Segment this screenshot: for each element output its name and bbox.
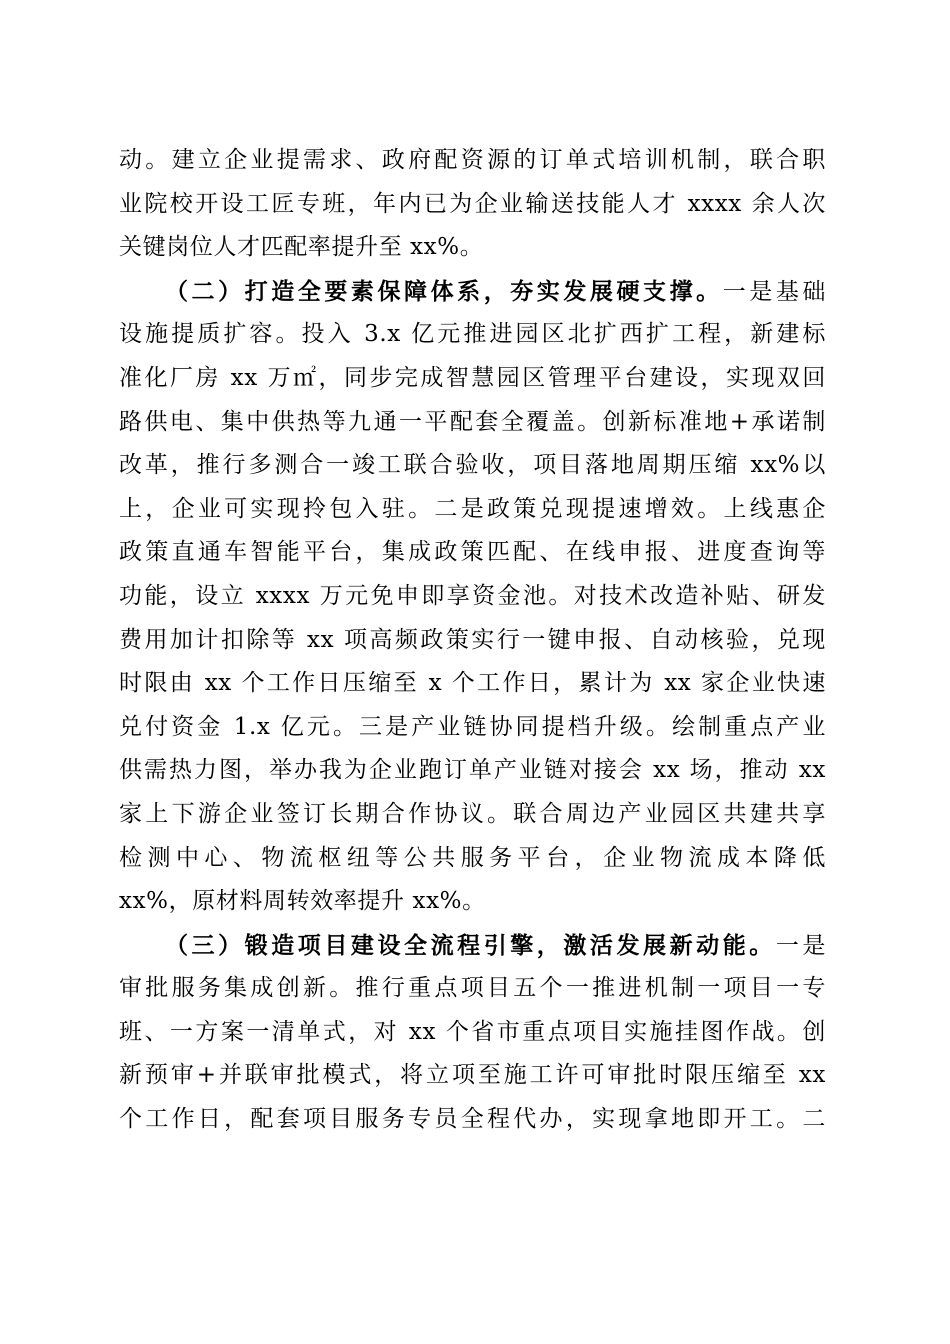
text-line: xx%，原材料周转效率提升 xx%。 (119, 888, 486, 915)
text-line: 班、一方案一清单式，对 xx 个省市重点项目实施挂图作战。创 (119, 1018, 826, 1045)
text-line: 费用加计扣除等 xx 项高频政策实行一键申报、自动核验，兑现 (119, 626, 826, 653)
text-line: 功能，设立 xxxx 万元免申即享资金池。对技术改造补贴、研发 (119, 582, 826, 609)
text-line: 时限由 xx 个工作日压缩至 x 个工作日，累计为 xx 家企业快速 (119, 670, 826, 697)
paragraph-first-line (119, 270, 826, 314)
text-line: 动。建立企业提需求、政府配资源的订单式培训机制，联合职 (119, 147, 826, 173)
text-line: 设施提质扩容。投入 3.x 亿元推进园区北扩西扩工程，新建标 (119, 321, 826, 348)
paragraph-project-construction (119, 924, 826, 1142)
text-fragment: 一是基础 (722, 278, 826, 305)
text-line: 改革，推行多测合一竣工联合验收，项目落地周期压缩 xx%以 (119, 452, 826, 479)
text-line: 准化厂房 xx 万㎡，同步完成智慧园区管理平台建设，实现双回 (119, 364, 826, 391)
text-line: 兑付资金 1.x 亿元。三是产业链协同提档升级。绘制重点产业 (119, 713, 826, 740)
paragraph-first-line (119, 924, 826, 968)
text-line: 关键岗位人才匹配率提升至 xx%。 (119, 234, 484, 261)
paragraph-factor-guarantee (119, 270, 826, 924)
text-line: 审批服务集成创新。推行重点项目五个一推进机制一项目一专 (119, 975, 826, 1002)
text-line: 业院校开设工匠专班，年内已为企业输送技能人才 xxxx 余人次 (119, 190, 826, 217)
text-line: 供需热力图，举办我为企业跑订单产业链对接会 xx 场，推动 xx (119, 757, 826, 784)
text-line: 路供电、集中供热等九通一平配套全覆盖。创新标准地+承诺制 (119, 408, 826, 435)
text-line: 新预审+并联审批模式，将立项至施工许可审批时限压缩至 xx (119, 1062, 826, 1089)
text-line: 个工作日，配套项目服务专员全程代办，实现拿地即开工。二 (119, 1106, 826, 1133)
document-body (119, 139, 826, 1142)
text-line: 政策直通车智能平台，集成政策匹配、在线申报、进度查询等 (119, 539, 826, 566)
text-line: 检测中心、物流枢纽等公共服务平台，企业物流成本降低 (119, 844, 826, 871)
text-line: 家上下游企业签订长期合作协议。联合周边产业园区共建共享 (119, 800, 826, 827)
text-fragment: 一是 (775, 932, 826, 959)
section-heading: （二）打造全要素保障体系，夯实发展硬支撑。 (165, 277, 723, 305)
paragraph-talent-training (119, 139, 826, 270)
section-heading: （三）锻造项目建设全流程引擎，激活发展新动能。 (165, 931, 776, 959)
text-line: 上，企业可实现拎包入驻。二是政策兑现提速增效。上线惠企 (119, 495, 826, 522)
